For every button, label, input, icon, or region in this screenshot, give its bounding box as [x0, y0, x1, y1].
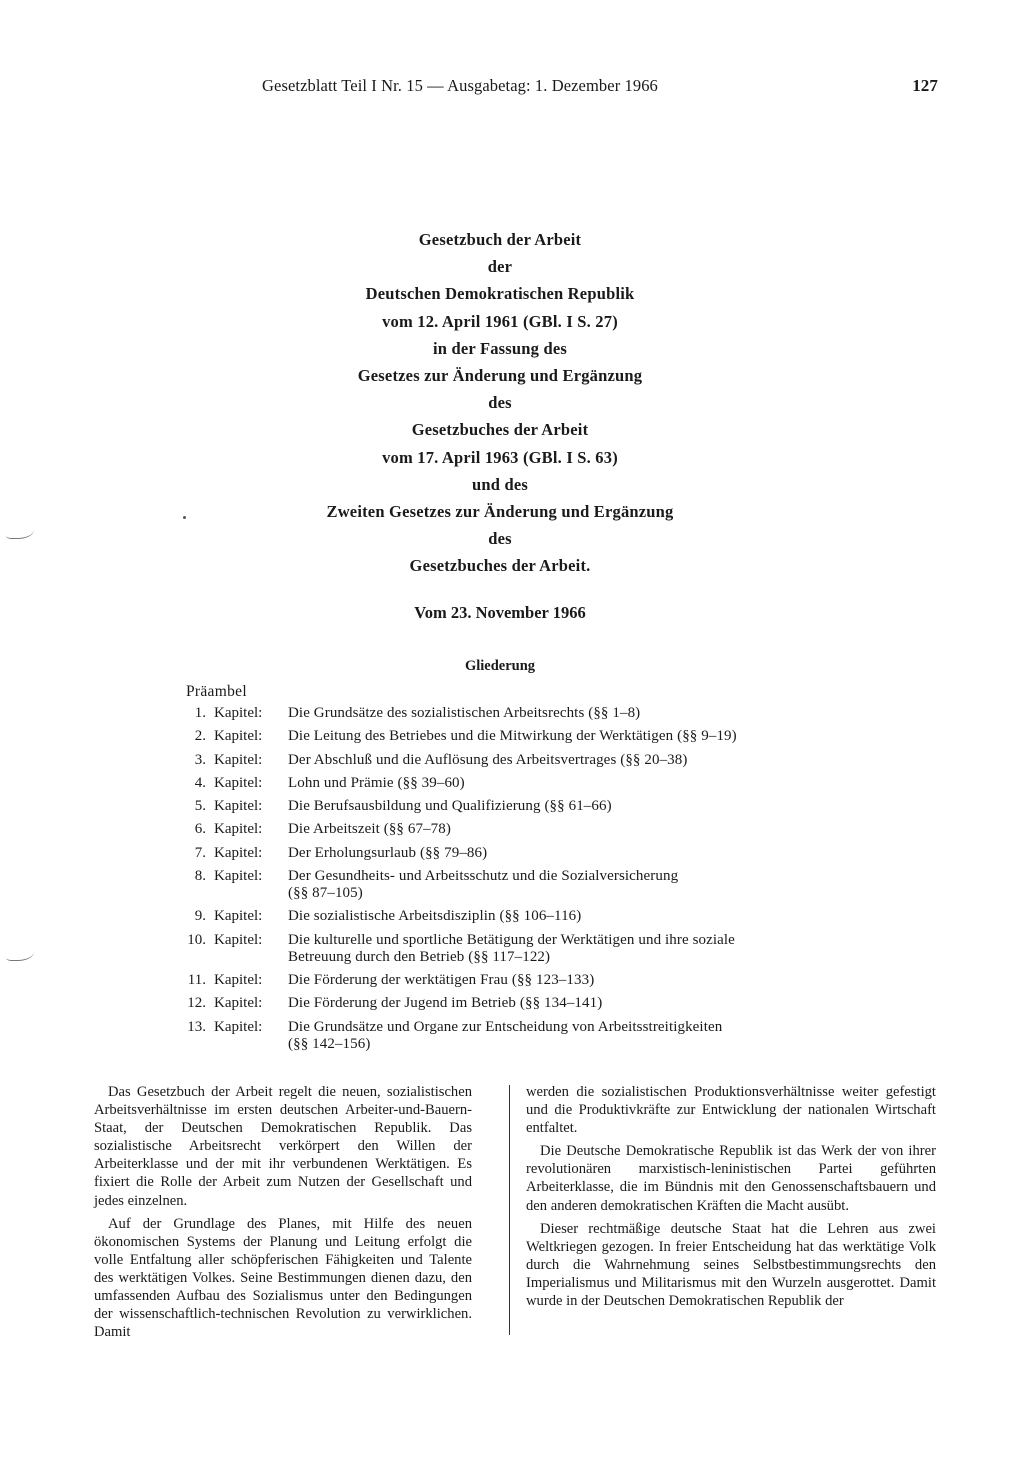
chapter-title-line: Lohn und Prämie (§§ 39–60)	[288, 774, 465, 791]
body-column-right	[526, 1083, 936, 1315]
chapter-title	[288, 845, 836, 862]
chapter-title-line: Die Berufsausbildung und Qualifizierung (§§ 61–66)	[288, 798, 612, 815]
chapter-number: 10.	[187, 931, 206, 948]
chapter-title	[288, 728, 836, 745]
toc-row	[176, 705, 836, 722]
title-line: des	[488, 529, 512, 549]
chapter-label: Kapitel:	[214, 728, 263, 745]
chapter-number: 2.	[194, 728, 206, 745]
chapter-title-line: (§§ 87–105)	[288, 885, 363, 902]
chapter-label: Kapitel:	[214, 1018, 263, 1035]
margin-mark	[6, 946, 34, 961]
law-date: Vom 23. November 1966	[414, 603, 586, 622]
chapter-title	[288, 1019, 836, 1053]
chapter-title-line: Die Grundsätze des sozialistischen Arbeitsrechts (§§ 1–8)	[288, 705, 641, 721]
chapter-title-line: Die Förderung der werktätigen Frau (§§ 123–133)	[288, 971, 595, 988]
chapter-label: Kapitel:	[214, 774, 263, 791]
title-line: Gesetzbuches der Arbeit	[411, 420, 589, 440]
title-line: der	[487, 257, 513, 277]
toc-row	[176, 775, 836, 792]
title-line: vom 17. April 1963 (GBl. I S. 63)	[382, 447, 618, 467]
title-line: Gesetzbuches der Arbeit.	[409, 556, 591, 576]
toc-row	[176, 932, 836, 966]
chapter-title	[288, 908, 836, 925]
chapter-number: 11.	[187, 971, 206, 988]
title-line: vom 12. April 1961 (GBl. I S. 27)	[382, 311, 618, 331]
speck	[183, 516, 186, 519]
chapter-label: Kapitel:	[214, 705, 263, 721]
title-line: Zweiten Gesetzes zur Änderung und Ergänzung	[326, 502, 674, 522]
paragraph: Auf der Grundlage des Planes, mit Hilfe des neuen ökonomischen Systems der Planung und Leitung erfolgt die volle Entfaltung aller schöpferischen Fähigkeiten und Talente des werktätigen Volkes. Seine Bestimmungen dienen dazu, den umfassenden Aufbau des Sozialismus unter den Bedingungen der wissenschaftlich-technischen Revolution zu verwirklichen. Damit	[94, 1215, 472, 1341]
chapter-title-line: Die sozialistische Arbeitsdisziplin (§§ 106–116)	[288, 908, 582, 925]
chapter-number: 8.	[194, 868, 206, 885]
chapter-title-line: Der Abschluß und die Auflösung des Arbeitsvertrages (§§ 20–38)	[288, 751, 688, 768]
chapter-label: Kapitel:	[214, 868, 263, 885]
page-number: 127	[912, 76, 938, 95]
chapter-label: Kapitel:	[214, 798, 263, 815]
chapter-number: 1.	[194, 705, 206, 721]
chapter-number: 4.	[194, 774, 206, 791]
chapter-title-line: Die Förderung der Jugend im Betrieb (§§ 134–141)	[288, 995, 603, 1012]
chapter-title-line: Der Erholungsurlaub (§§ 79–86)	[288, 844, 488, 861]
chapter-title	[288, 821, 836, 838]
chapter-title-line: Die kulturelle und sportliche Betätigung der Werktätigen und ihre soziale	[288, 931, 735, 948]
toc-row	[176, 972, 836, 989]
chapter-title	[288, 775, 836, 792]
chapter-number: 6.	[194, 821, 206, 838]
header-title: Gesetzblatt Teil I Nr. 15 — Ausgabetag: 1. Dezember 1966	[262, 76, 658, 95]
preamble-entry: Präambel	[186, 683, 247, 700]
column-divider	[509, 1085, 510, 1335]
paragraph: Die Deutsche Demokratische Republik ist das Werk der von ihrer revolutionären marxistisch-leninistischen Partei geführten Arbeiterklasse, die im Bündnis mit den Genossenschaftsbauern und den anderen demokratischen Kräften die Macht ausübt.	[526, 1143, 936, 1214]
chapter-number: 5.	[194, 798, 206, 815]
chapter-label: Kapitel:	[214, 995, 263, 1012]
title-line: Gesetzes zur Änderung und Ergänzung	[357, 366, 643, 386]
table-of-contents	[176, 705, 836, 1059]
title-line: in der Fassung des	[433, 338, 567, 358]
chapter-label: Kapitel:	[214, 971, 263, 988]
title-line: Gesetzbuch der Arbeit	[418, 230, 582, 249]
toc-row	[176, 798, 836, 815]
chapter-number: 12.	[187, 995, 206, 1012]
chapter-title	[288, 868, 836, 902]
toc-row	[176, 728, 836, 745]
chapter-title	[288, 798, 836, 815]
chapter-title	[288, 972, 836, 989]
chapter-number: 7.	[194, 844, 206, 861]
toc-row	[176, 821, 836, 838]
chapter-label: Kapitel:	[214, 931, 263, 948]
paragraph: werden die sozialistischen Produktionsverhältnisse weiter gefestigt und die Produktivkräfte zur Entwicklung der nationalen Wirtschaft entfaltet.	[526, 1084, 936, 1137]
toc-row	[176, 845, 836, 862]
chapter-title-line: (§§ 142–156)	[288, 1035, 371, 1052]
chapter-title	[288, 932, 836, 966]
law-title	[250, 226, 750, 580]
chapter-number: 3.	[194, 751, 206, 768]
toc-row	[176, 1019, 836, 1053]
toc-row	[176, 752, 836, 769]
chapter-title	[288, 752, 836, 769]
margin-mark	[6, 524, 34, 539]
chapter-label: Kapitel:	[214, 908, 263, 925]
chapter-title-line: Die Grundsätze und Organe zur Entscheidung von Arbeitsstreitigkeiten	[288, 1018, 723, 1035]
toc-row	[176, 995, 836, 1012]
chapter-label: Kapitel:	[214, 751, 263, 768]
title-line: und des	[472, 474, 528, 494]
chapter-title	[288, 705, 836, 722]
toc-row	[176, 908, 836, 925]
chapter-label: Kapitel:	[214, 821, 263, 838]
paragraph: Das Gesetzbuch der Arbeit regelt die neuen, sozialistischen Arbeitsverhältnisse im ersten deutschen Arbeiter-und-Bauern-Staat, der Deutschen Demokratischen Republik. Das sozialistische Arbeitsrecht verkörpert den Willen der Arbeiterklasse und der mit ihr verbundenen Werktätigen. Es fixiert die Rolle der Arbeit zum Nutzen der Gesellschaft und jedes einzelnen.	[94, 1084, 472, 1209]
chapter-title-line: Der Gesundheits- und Arbeitsschutz und die Sozialversicherung	[288, 868, 679, 885]
title-line: des	[488, 393, 512, 413]
chapter-title	[288, 995, 836, 1012]
title-line: Deutschen Demokratischen Republik	[365, 284, 635, 304]
chapter-number: 13.	[187, 1018, 206, 1035]
chapter-title-line: Die Arbeitszeit (§§ 67–78)	[288, 821, 451, 838]
body-column-left	[94, 1083, 472, 1346]
chapter-label: Kapitel:	[214, 844, 263, 861]
chapter-title-line: Betreuung durch den Betrieb (§§ 117–122)	[288, 948, 551, 965]
chapter-number: 9.	[194, 908, 206, 925]
chapter-title-line: Die Leitung des Betriebes und die Mitwirkung der Werktätigen (§§ 9–19)	[288, 728, 737, 745]
paragraph: Dieser rechtmäßige deutsche Staat hat die Lehren aus zwei Weltkriegen gezogen. In freier Entscheidung hat das werktätige Volk durch die Wahrnehmung seines Selbstbestimmungsrechts den Imperialismus und Militarismus mit den Wurzeln ausgerottet. Damit wurde in der Deutschen Demokratischen Republik der	[526, 1220, 936, 1310]
toc-row	[176, 868, 836, 902]
outline-heading: Gliederung	[464, 658, 536, 674]
